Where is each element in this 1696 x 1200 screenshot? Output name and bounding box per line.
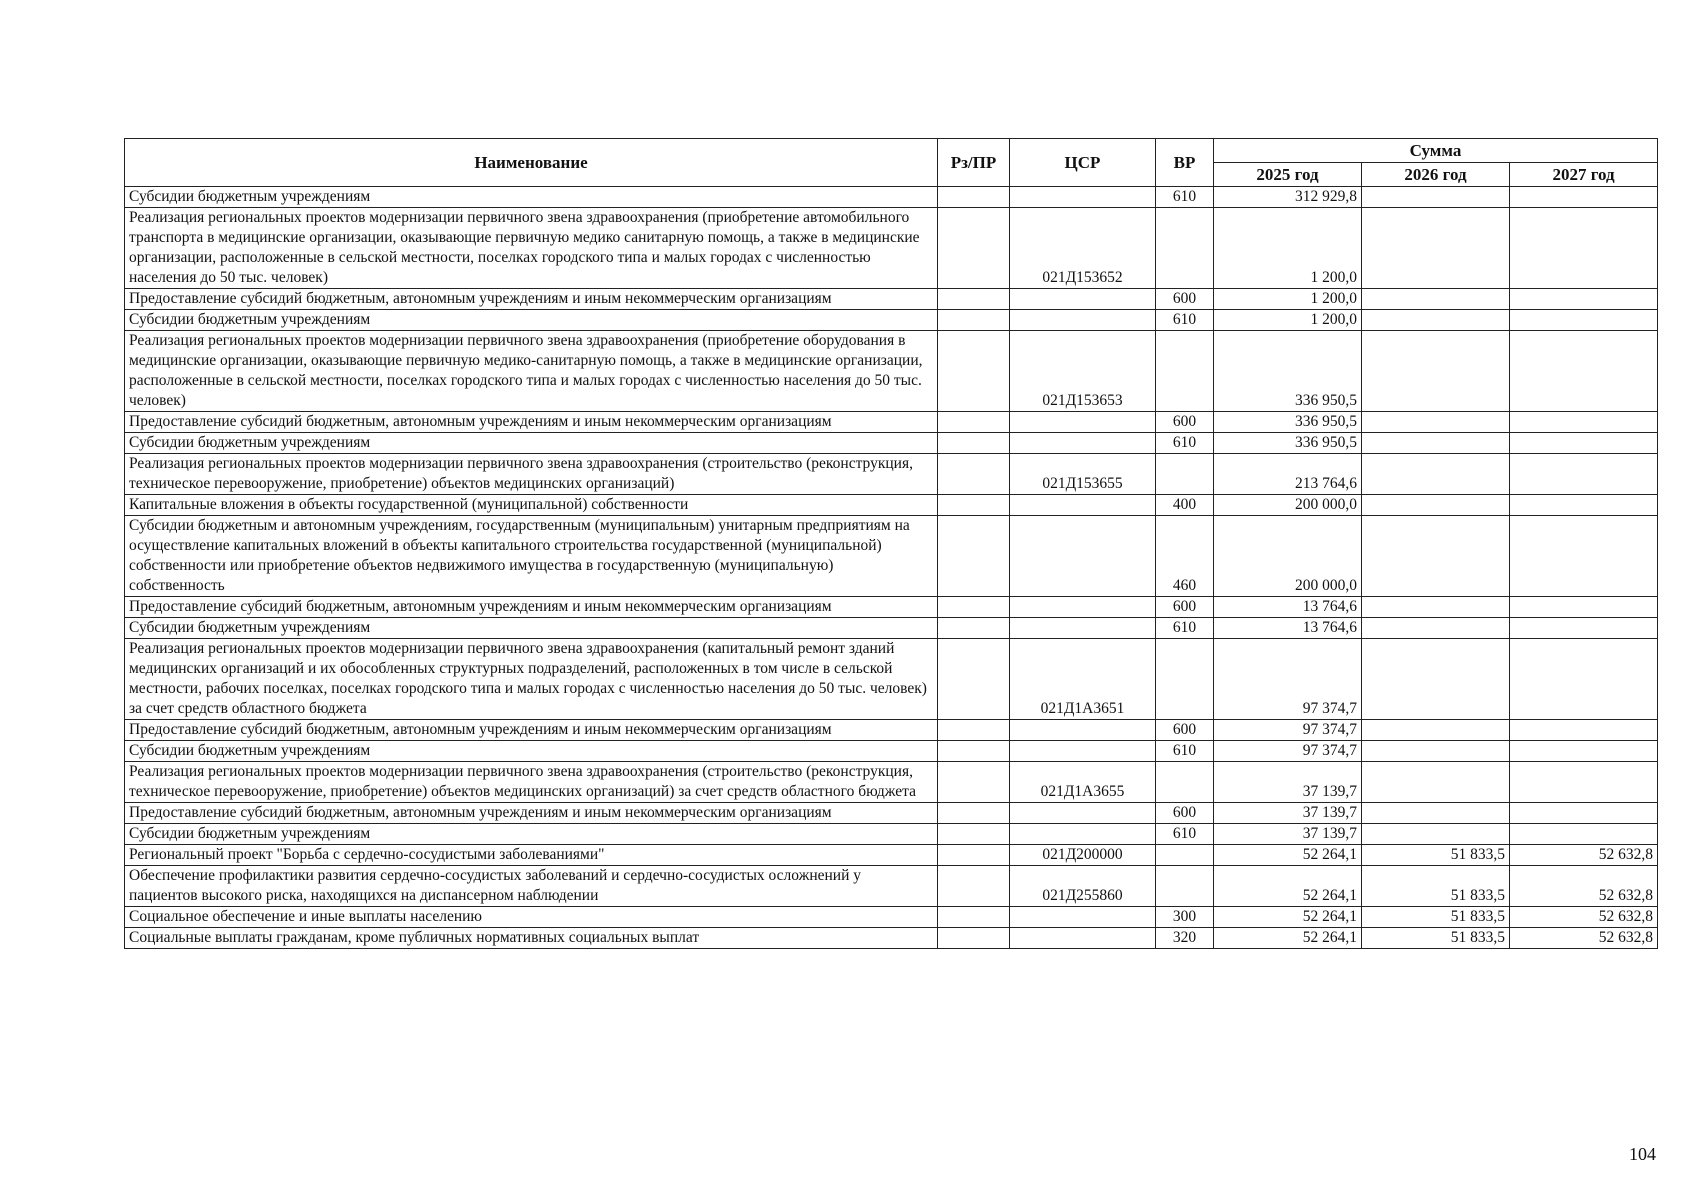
- cell-csr: [1010, 187, 1156, 208]
- cell-2026: [1362, 310, 1510, 331]
- table-row: [125, 597, 1658, 618]
- cell-2026: [1362, 289, 1510, 310]
- cell-rzpr: [938, 310, 1010, 331]
- cell-vr: [1156, 845, 1214, 866]
- cell-csr: [1010, 310, 1156, 331]
- cell-csr: 021Д200000: [1010, 845, 1156, 866]
- cell-rzpr: [938, 720, 1010, 741]
- cell-2025: 336 950,5: [1214, 412, 1362, 433]
- table-row: [125, 516, 1658, 597]
- cell-2025: 97 374,7: [1214, 720, 1362, 741]
- cell-2026: [1362, 720, 1510, 741]
- cell-2027: [1510, 741, 1658, 762]
- cell-name: Субсидии бюджетным и автономным учреждениям, государственным (муниципальным) унитарным предприятиям на осуществление капитальных вложений в объекты капитального строительства государственной (муниципальной) собственности или приобретение объектов недвижимого имущества в государственную (муниципальную) собственность: [125, 516, 938, 597]
- cell-2027: [1510, 597, 1658, 618]
- table-row: [125, 720, 1658, 741]
- cell-vr: 460: [1156, 516, 1214, 597]
- cell-name: Субсидии бюджетным учреждениям: [125, 310, 938, 331]
- table-row: [125, 310, 1658, 331]
- cell-2027: [1510, 824, 1658, 845]
- cell-2026: [1362, 762, 1510, 803]
- cell-csr: [1010, 412, 1156, 433]
- cell-csr: [1010, 824, 1156, 845]
- cell-csr: [1010, 618, 1156, 639]
- cell-name: Реализация региональных проектов модернизации первичного звена здравоохранения (приобретение оборудования в медицинские организации, оказывающие первичную медико-санитарную помощь, а также в медицинские организации, расположенные в сельской местности, поселках городского типа и малых городах с численностью населения до 50 тыс. человек): [125, 331, 938, 412]
- cell-2026: [1362, 412, 1510, 433]
- cell-name: Субсидии бюджетным учреждениям: [125, 618, 938, 639]
- cell-rzpr: [938, 741, 1010, 762]
- cell-rzpr: [938, 824, 1010, 845]
- cell-rzpr: [938, 928, 1010, 949]
- cell-vr: 610: [1156, 618, 1214, 639]
- cell-vr: [1156, 454, 1214, 495]
- cell-2027: 52 632,8: [1510, 866, 1658, 907]
- cell-2026: 51 833,5: [1362, 928, 1510, 949]
- cell-2027: 52 632,8: [1510, 845, 1658, 866]
- cell-csr: 021Д153653: [1010, 331, 1156, 412]
- cell-2025: 336 950,5: [1214, 433, 1362, 454]
- cell-2026: [1362, 597, 1510, 618]
- cell-2025: 1 200,0: [1214, 289, 1362, 310]
- cell-2027: [1510, 618, 1658, 639]
- cell-2026: [1362, 433, 1510, 454]
- cell-2026: [1362, 639, 1510, 720]
- cell-2025: 37 139,7: [1214, 824, 1362, 845]
- cell-vr: 600: [1156, 289, 1214, 310]
- cell-rzpr: [938, 454, 1010, 495]
- cell-2027: [1510, 187, 1658, 208]
- table-row: [125, 289, 1658, 310]
- cell-vr: [1156, 762, 1214, 803]
- header-vr: ВР: [1156, 139, 1214, 187]
- cell-vr: 600: [1156, 803, 1214, 824]
- table-row: [125, 928, 1658, 949]
- cell-2025: 97 374,7: [1214, 741, 1362, 762]
- cell-rzpr: [938, 803, 1010, 824]
- cell-rzpr: [938, 516, 1010, 597]
- cell-rzpr: [938, 433, 1010, 454]
- cell-2027: [1510, 495, 1658, 516]
- cell-vr: 600: [1156, 720, 1214, 741]
- cell-name: Предоставление субсидий бюджетным, автономным учреждениям и иным некоммерческим организациям: [125, 597, 938, 618]
- cell-vr: [1156, 866, 1214, 907]
- table-row: [125, 331, 1658, 412]
- header-csr: ЦСР: [1010, 139, 1156, 187]
- cell-2027: [1510, 803, 1658, 824]
- cell-name: Капитальные вложения в объекты государственной (муниципальной) собственности: [125, 495, 938, 516]
- cell-2027: [1510, 762, 1658, 803]
- table-row: [125, 907, 1658, 928]
- cell-rzpr: [938, 618, 1010, 639]
- cell-vr: 610: [1156, 824, 1214, 845]
- cell-2026: [1362, 824, 1510, 845]
- cell-2027: [1510, 412, 1658, 433]
- cell-2026: [1362, 208, 1510, 289]
- cell-2027: [1510, 331, 1658, 412]
- cell-2026: 51 833,5: [1362, 907, 1510, 928]
- cell-2026: [1362, 331, 1510, 412]
- cell-2027: 52 632,8: [1510, 928, 1658, 949]
- table-row: [125, 412, 1658, 433]
- budget-table: [124, 138, 1658, 949]
- cell-csr: [1010, 597, 1156, 618]
- cell-2025: 52 264,1: [1214, 866, 1362, 907]
- cell-csr: [1010, 516, 1156, 597]
- header-year-2025: 2025 год: [1214, 163, 1362, 187]
- page-number: 104: [1629, 1144, 1656, 1164]
- cell-name: Предоставление субсидий бюджетным, автономным учреждениям и иным некоммерческим организациям: [125, 720, 938, 741]
- table-row: [125, 845, 1658, 866]
- cell-rzpr: [938, 866, 1010, 907]
- cell-2025: 1 200,0: [1214, 310, 1362, 331]
- cell-name: Региональный проект "Борьба с сердечно-сосудистыми заболеваниями": [125, 845, 938, 866]
- cell-2025: 336 950,5: [1214, 331, 1362, 412]
- cell-name: Реализация региональных проектов модернизации первичного звена здравоохранения (строительство (реконструкция, техническое перевооружение, приобретение) объектов медицинских организаций) за счет средств областного бюджета: [125, 762, 938, 803]
- cell-csr: 021Д1А3655: [1010, 762, 1156, 803]
- table-row: [125, 803, 1658, 824]
- cell-vr: 610: [1156, 310, 1214, 331]
- cell-rzpr: [938, 331, 1010, 412]
- cell-2025: 200 000,0: [1214, 516, 1362, 597]
- cell-2027: [1510, 289, 1658, 310]
- cell-csr: [1010, 433, 1156, 454]
- cell-vr: 400: [1156, 495, 1214, 516]
- cell-rzpr: [938, 187, 1010, 208]
- cell-2027: [1510, 433, 1658, 454]
- table-row: [125, 866, 1658, 907]
- cell-rzpr: [938, 845, 1010, 866]
- cell-2025: 1 200,0: [1214, 208, 1362, 289]
- table-row: [125, 433, 1658, 454]
- cell-csr: [1010, 495, 1156, 516]
- cell-rzpr: [938, 907, 1010, 928]
- cell-csr: [1010, 803, 1156, 824]
- cell-name: Предоставление субсидий бюджетным, автономным учреждениям и иным некоммерческим организациям: [125, 412, 938, 433]
- cell-rzpr: [938, 762, 1010, 803]
- cell-2027: [1510, 208, 1658, 289]
- cell-rzpr: [938, 639, 1010, 720]
- cell-csr: [1010, 741, 1156, 762]
- cell-vr: [1156, 208, 1214, 289]
- cell-name: Субсидии бюджетным учреждениям: [125, 433, 938, 454]
- cell-name: Субсидии бюджетным учреждениям: [125, 187, 938, 208]
- cell-csr: [1010, 720, 1156, 741]
- cell-rzpr: [938, 289, 1010, 310]
- header-year-2026: 2026 год: [1362, 163, 1510, 187]
- cell-vr: 300: [1156, 907, 1214, 928]
- cell-2025: 213 764,6: [1214, 454, 1362, 495]
- table-header: [125, 139, 1658, 187]
- cell-name: Обеспечение профилактики развития сердечно-сосудистых заболеваний и сердечно-сосудистых осложнений у пациентов высокого риска, находящихся на диспансерном наблюдении: [125, 866, 938, 907]
- cell-2027: [1510, 720, 1658, 741]
- cell-vr: 600: [1156, 412, 1214, 433]
- table-row: [125, 741, 1658, 762]
- cell-name: Предоставление субсидий бюджетным, автономным учреждениям и иным некоммерческим организациям: [125, 803, 938, 824]
- table-row: [125, 824, 1658, 845]
- cell-2027: [1510, 639, 1658, 720]
- cell-2026: 51 833,5: [1362, 866, 1510, 907]
- table-row: [125, 495, 1658, 516]
- cell-vr: 600: [1156, 597, 1214, 618]
- cell-2025: 52 264,1: [1214, 928, 1362, 949]
- header-sum: Сумма: [1214, 139, 1658, 163]
- cell-name: Социальное обеспечение и иные выплаты населению: [125, 907, 938, 928]
- cell-vr: 610: [1156, 187, 1214, 208]
- cell-name: Реализация региональных проектов модернизации первичного звена здравоохранения (приобретение автомобильного транспорта в медицинские организации, оказывающие первичную медико санитарную помощь, а также в медицинские организации, расположенные в сельской местности, поселках городского типа и малых городах с численностью населения до 50 тыс. человек): [125, 208, 938, 289]
- cell-csr: [1010, 928, 1156, 949]
- cell-name: Субсидии бюджетным учреждениям: [125, 824, 938, 845]
- cell-2025: 52 264,1: [1214, 907, 1362, 928]
- table-row: [125, 187, 1658, 208]
- cell-2025: 37 139,7: [1214, 762, 1362, 803]
- cell-2027: 52 632,8: [1510, 907, 1658, 928]
- cell-csr: [1010, 907, 1156, 928]
- table-row: [125, 618, 1658, 639]
- cell-vr: [1156, 639, 1214, 720]
- cell-name: Социальные выплаты гражданам, кроме публичных нормативных социальных выплат: [125, 928, 938, 949]
- header-year-2027: 2027 год: [1510, 163, 1658, 187]
- cell-rzpr: [938, 495, 1010, 516]
- cell-rzpr: [938, 208, 1010, 289]
- cell-2025: 52 264,1: [1214, 845, 1362, 866]
- cell-csr: 021Д1А3651: [1010, 639, 1156, 720]
- cell-2026: [1362, 495, 1510, 516]
- table-body: [125, 187, 1658, 949]
- cell-csr: 021Д255860: [1010, 866, 1156, 907]
- table-row: [125, 454, 1658, 495]
- cell-vr: 320: [1156, 928, 1214, 949]
- cell-2026: [1362, 803, 1510, 824]
- cell-2026: [1362, 741, 1510, 762]
- cell-vr: 610: [1156, 741, 1214, 762]
- cell-2026: [1362, 187, 1510, 208]
- cell-2025: 13 764,6: [1214, 597, 1362, 618]
- cell-2026: [1362, 516, 1510, 597]
- cell-name: Реализация региональных проектов модернизации первичного звена здравоохранения (строительство (реконструкция, техническое перевооружение, приобретение) объектов медицинских организаций): [125, 454, 938, 495]
- cell-csr: 021Д153652: [1010, 208, 1156, 289]
- cell-name: Субсидии бюджетным учреждениям: [125, 741, 938, 762]
- cell-2025: 13 764,6: [1214, 618, 1362, 639]
- cell-name: Реализация региональных проектов модернизации первичного звена здравоохранения (капитальный ремонт зданий медицинских организаций и их обособленных структурных подразделений, расположенных в том числе в сельской местности, рабочих поселках, поселках городского типа и малых городах с численностью населения до 50 тыс. человек) за счет средств областного бюджета: [125, 639, 938, 720]
- header-name: Наименование: [125, 139, 938, 187]
- cell-2025: 37 139,7: [1214, 803, 1362, 824]
- cell-2025: 97 374,7: [1214, 639, 1362, 720]
- cell-name: Предоставление субсидий бюджетным, автономным учреждениям и иным некоммерческим организациям: [125, 289, 938, 310]
- cell-vr: 610: [1156, 433, 1214, 454]
- header-rzpr: Рз/ПР: [938, 139, 1010, 187]
- table-row: [125, 762, 1658, 803]
- cell-vr: [1156, 331, 1214, 412]
- cell-2026: [1362, 454, 1510, 495]
- cell-csr: [1010, 289, 1156, 310]
- cell-2027: [1510, 454, 1658, 495]
- table-row: [125, 208, 1658, 289]
- cell-csr: 021Д153655: [1010, 454, 1156, 495]
- table-row: [125, 639, 1658, 720]
- cell-rzpr: [938, 597, 1010, 618]
- cell-2026: [1362, 618, 1510, 639]
- cell-2025: 312 929,8: [1214, 187, 1362, 208]
- cell-2027: [1510, 310, 1658, 331]
- cell-2025: 200 000,0: [1214, 495, 1362, 516]
- cell-2027: [1510, 516, 1658, 597]
- cell-2026: 51 833,5: [1362, 845, 1510, 866]
- cell-rzpr: [938, 412, 1010, 433]
